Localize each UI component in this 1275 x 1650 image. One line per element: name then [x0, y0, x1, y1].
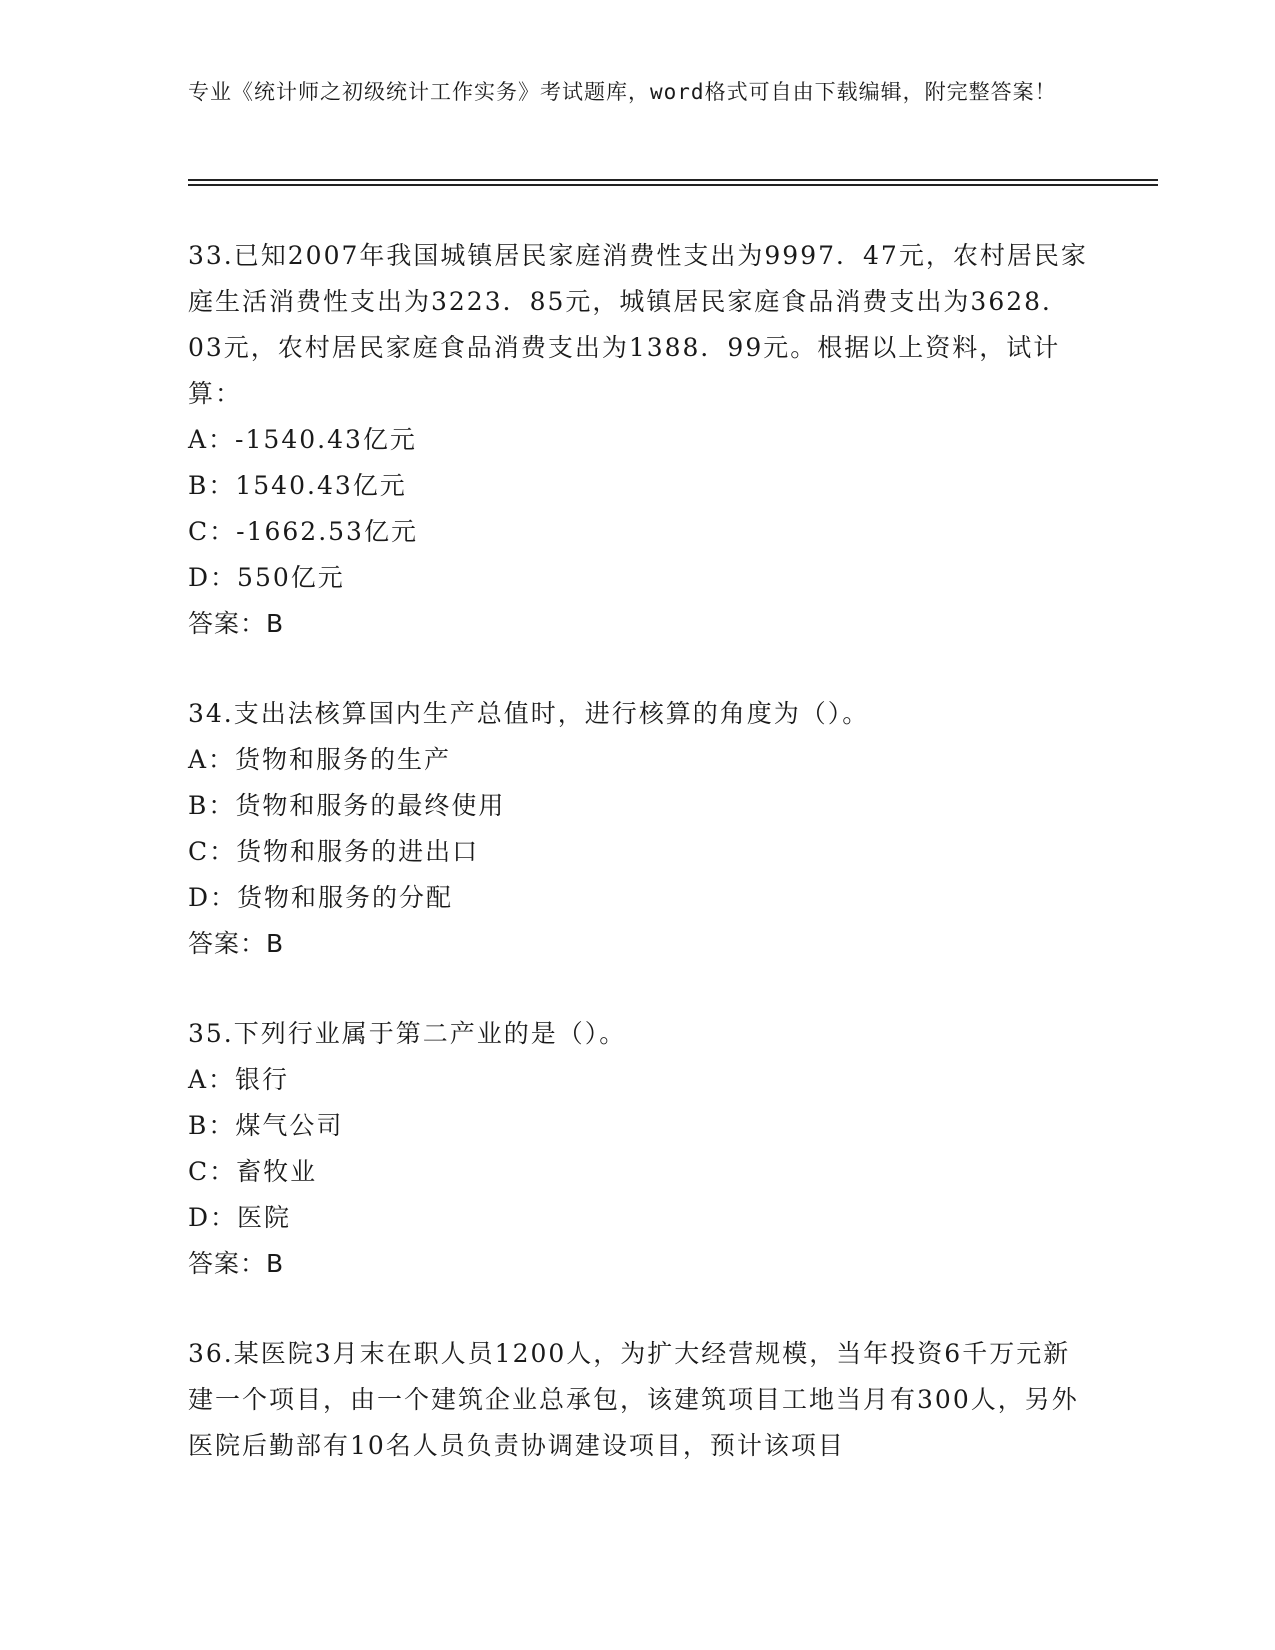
option-a: A：货物和服务的生产: [188, 745, 452, 774]
option-d: D：医院: [188, 1203, 292, 1232]
option-b: B：1540.43亿元: [188, 471, 407, 500]
question-36: [188, 1331, 1088, 1469]
question-stem: 36.某医院3月末在职人员1200人，为扩大经营规模，当年投资6千万元新建一个项目，由一个建筑企业总承包，该建筑项目工地当月有300人，另外医院后勤部有10名人员负责协调建设项目，预计该项目: [188, 1339, 1079, 1460]
option-d: D：550亿元: [188, 563, 345, 592]
option-c: C：-1662.53亿元: [188, 517, 418, 546]
document-header: 专业《统计师之初级统计工作实务》考试题库，word格式可自由下载编辑，附完整答案！: [188, 80, 1057, 104]
header-divider-bottom: [188, 184, 1158, 186]
question-stem: 35.下列行业属于第二产业的是（）。: [188, 1019, 627, 1048]
answer-line: 答案：B: [188, 1249, 285, 1278]
option-d: D：货物和服务的分配: [188, 883, 454, 912]
option-a: A：-1540.43亿元: [188, 425, 417, 454]
question-33: [188, 233, 1088, 647]
option-b: B：煤气公司: [188, 1111, 344, 1140]
answer-line: 答案：B: [188, 609, 285, 638]
question-34: [188, 691, 1088, 967]
option-b: B：货物和服务的最终使用: [188, 791, 506, 820]
question-stem: 34.支出法核算国内生产总值时，进行核算的角度为（）。: [188, 699, 870, 728]
option-c: C：货物和服务的进出口: [188, 837, 480, 866]
question-list: [188, 233, 1088, 1469]
header-divider-top: [188, 179, 1158, 181]
question-stem: 33.已知2007年我国城镇居民家庭消费性支出为9997．47元，农村居民家庭生活消费性支出为3223．85元，城镇居民家庭食品消费支出为3628．03元，农村居民家庭食品消费支出为1388．99元。根据以上资料，试计算：: [188, 241, 1088, 408]
option-a: A：银行: [188, 1065, 290, 1094]
question-35: [188, 1011, 1088, 1287]
option-c: C：畜牧业: [188, 1157, 318, 1186]
answer-line: 答案：B: [188, 929, 285, 958]
